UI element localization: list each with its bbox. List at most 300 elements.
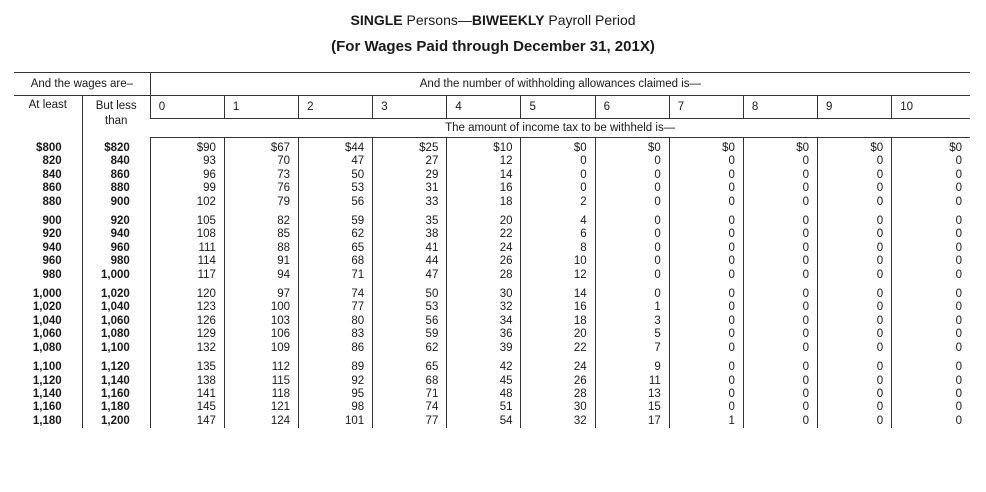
tax-amount-cell: 0 [743, 255, 817, 268]
tax-amount-cell: $0 [521, 138, 595, 156]
but-less-cell: 900 [82, 196, 150, 209]
tax-amount-cell: 138 [150, 375, 224, 388]
wages-header: And the wages are– [14, 73, 150, 96]
tax-amount-cell: 0 [595, 155, 669, 168]
tax-amount-cell: 102 [150, 196, 224, 209]
tax-amount-cell: 111 [150, 242, 224, 255]
at-least-header: At least [28, 99, 67, 111]
tax-amount-cell: 2 [521, 196, 595, 209]
at-least-cell: 1,060 [32, 328, 62, 341]
tax-amount-cell: 0 [818, 182, 892, 195]
tax-amount-cell: 24 [521, 355, 595, 374]
tax-amount-cell: 0 [669, 342, 743, 355]
tax-amount-cell: 0 [669, 255, 743, 268]
tax-amount-cell: 85 [224, 228, 298, 241]
tax-amount-cell: 16 [447, 182, 521, 195]
tax-amount-cell: 74 [373, 401, 447, 414]
tax-amount-cell: 98 [299, 401, 373, 414]
tax-amount-cell: 1 [669, 415, 743, 428]
tax-amount-cell: 41 [373, 242, 447, 255]
tax-amount-cell: 0 [595, 228, 669, 241]
table-row [14, 242, 970, 255]
allowance-column-header: 4 [447, 96, 521, 119]
tax-amount-cell: 0 [892, 182, 970, 195]
table-row [14, 301, 970, 314]
tax-amount-cell: 6 [521, 228, 595, 241]
tax-amount-cell: 0 [818, 209, 892, 228]
tax-amount-cell: 0 [892, 269, 970, 282]
tax-amount-cell: 79 [224, 196, 298, 209]
tax-amount-cell: 77 [299, 301, 373, 314]
tax-amount-cell: 0 [743, 342, 817, 355]
tax-amount-cell: 12 [447, 155, 521, 168]
tax-amount-cell: 14 [521, 282, 595, 301]
but-less-cell: 1,080 [82, 328, 150, 341]
at-least-cell: 1,160 [32, 401, 62, 414]
tax-amount-cell: 123 [150, 301, 224, 314]
table-row [14, 375, 970, 388]
tax-amount-cell: 5 [595, 328, 669, 341]
tax-amount-cell: 0 [818, 155, 892, 168]
tax-amount-cell: 65 [373, 355, 447, 374]
table-row [14, 401, 970, 414]
tax-amount-cell: 1 [595, 301, 669, 314]
at-least-cell: 920 [42, 228, 62, 241]
tax-amount-cell: 28 [521, 388, 595, 401]
tax-amount-cell: $0 [743, 138, 817, 156]
tax-amount-cell: $67 [224, 138, 298, 156]
tax-amount-cell: 56 [299, 196, 373, 209]
tax-amount-cell: 126 [150, 315, 224, 328]
tax-amount-cell: 0 [818, 355, 892, 374]
tax-amount-cell: 0 [743, 301, 817, 314]
allowance-column-header: 2 [299, 96, 373, 119]
tax-amount-cell: 53 [299, 182, 373, 195]
tax-amount-cell: 24 [447, 242, 521, 255]
tax-amount-cell: 0 [669, 301, 743, 314]
tax-amount-cell: 71 [299, 269, 373, 282]
tax-amount-cell: 0 [743, 155, 817, 168]
tax-amount-cell: 103 [224, 315, 298, 328]
tax-amount-cell: 0 [669, 182, 743, 195]
table-row [14, 342, 970, 355]
table-row [14, 196, 970, 209]
tax-amount-cell: 0 [743, 315, 817, 328]
tax-amount-cell: 135 [150, 355, 224, 374]
but-less-cell: 860 [82, 169, 150, 182]
tax-amount-cell: 0 [818, 342, 892, 355]
but-less-cell: 1,040 [82, 301, 150, 314]
tax-amount-cell: 16 [521, 301, 595, 314]
tax-amount-cell: 0 [818, 301, 892, 314]
at-least-cell: 980 [42, 268, 62, 281]
tax-amount-cell: 80 [299, 315, 373, 328]
at-least-cell: 1,080 [32, 341, 62, 354]
table-title: SINGLE Persons—BIWEEKLY Payroll Period [350, 12, 636, 28]
at-least-cell: 1,020 [32, 301, 62, 314]
table-row [14, 315, 970, 328]
tax-amount-cell: 117 [150, 269, 224, 282]
tax-amount-cell: 0 [892, 328, 970, 341]
tax-amount-cell: 0 [892, 415, 970, 428]
tax-amount-cell: $25 [373, 138, 447, 156]
tax-amount-cell: 0 [818, 169, 892, 182]
tax-amount-cell: 8 [521, 242, 595, 255]
at-least-cell: 1,140 [32, 387, 62, 400]
table-row [14, 328, 970, 341]
tax-amount-cell: 0 [669, 282, 743, 301]
tax-amount-cell: 0 [669, 375, 743, 388]
tax-amount-cell: 38 [373, 228, 447, 241]
tax-amount-cell: 0 [669, 388, 743, 401]
tax-amount-cell: 141 [150, 388, 224, 401]
allowance-column-header: 6 [595, 96, 669, 119]
tax-amount-cell: 0 [743, 415, 817, 428]
tax-amount-cell: 147 [150, 415, 224, 428]
tax-amount-cell: 14 [447, 169, 521, 182]
at-least-cell: 860 [42, 182, 62, 195]
table-row [14, 355, 970, 374]
tax-amount-cell: 26 [521, 375, 595, 388]
tax-amount-cell: 114 [150, 255, 224, 268]
tax-amount-cell: 0 [892, 255, 970, 268]
tax-amount-cell: 0 [818, 282, 892, 301]
tax-amount-cell: 0 [743, 375, 817, 388]
table-row [14, 209, 970, 228]
tax-amount-cell: 30 [447, 282, 521, 301]
tax-amount-cell: 22 [521, 342, 595, 355]
tax-amount-cell: 0 [818, 328, 892, 341]
tax-amount-cell: 91 [224, 255, 298, 268]
tax-amount-cell: 101 [299, 415, 373, 428]
tax-amount-cell: 0 [892, 401, 970, 414]
tax-amount-cell: 0 [669, 169, 743, 182]
tax-amount-cell: 0 [892, 282, 970, 301]
but-less-cell: 1,180 [82, 401, 150, 414]
tax-amount-cell: 0 [743, 355, 817, 374]
tax-amount-cell: 26 [447, 255, 521, 268]
table-row [14, 182, 970, 195]
tax-amount-cell: $10 [447, 138, 521, 156]
tax-amount-cell: 86 [299, 342, 373, 355]
tax-amount-cell: 0 [818, 401, 892, 414]
tax-amount-cell: 108 [150, 228, 224, 241]
tax-amount-cell: 22 [447, 228, 521, 241]
tax-amount-cell: 0 [743, 269, 817, 282]
tax-amount-cell: 29 [373, 169, 447, 182]
tax-amount-cell: 0 [892, 196, 970, 209]
but-less-cell: 940 [82, 228, 150, 241]
tax-amount-cell: 39 [447, 342, 521, 355]
tax-amount-cell: 59 [373, 328, 447, 341]
tax-amount-cell: 76 [224, 182, 298, 195]
tax-amount-cell: 0 [595, 255, 669, 268]
tax-amount-cell: 4 [521, 209, 595, 228]
but-less-cell: 840 [82, 155, 150, 168]
but-less-header: But less than [82, 96, 150, 138]
tax-amount-cell: 97 [224, 282, 298, 301]
table-row [14, 228, 970, 241]
tax-amount-cell: 77 [373, 415, 447, 428]
allowance-column-header: 9 [818, 96, 892, 119]
allowance-column-header: 1 [224, 96, 298, 119]
tax-amount-cell: 62 [299, 228, 373, 241]
at-least-cell: $800 [36, 141, 62, 154]
tax-amount-cell: 0 [818, 269, 892, 282]
tax-amount-cell: 0 [669, 315, 743, 328]
tax-amount-cell: 0 [892, 155, 970, 168]
tax-amount-cell: 0 [743, 242, 817, 255]
tax-amount-cell: 18 [447, 196, 521, 209]
tax-amount-cell: 0 [595, 209, 669, 228]
tax-amount-cell: 27 [373, 155, 447, 168]
tax-amount-cell: 0 [818, 315, 892, 328]
tax-amount-cell: 71 [373, 388, 447, 401]
tax-amount-cell: 94 [224, 269, 298, 282]
but-less-cell: 1,120 [82, 355, 150, 374]
tax-amount-cell: 106 [224, 328, 298, 341]
tax-amount-cell: 124 [224, 415, 298, 428]
tax-amount-cell: 31 [373, 182, 447, 195]
tax-amount-cell: 0 [669, 209, 743, 228]
tax-amount-cell: 121 [224, 401, 298, 414]
tax-amount-cell: 109 [224, 342, 298, 355]
tax-amount-cell: 0 [892, 342, 970, 355]
tax-amount-cell: 0 [669, 401, 743, 414]
tax-amount-cell: 0 [669, 155, 743, 168]
tax-amount-cell: 0 [595, 282, 669, 301]
tax-amount-cell: 74 [299, 282, 373, 301]
tax-amount-cell: 0 [818, 228, 892, 241]
tax-amount-cell: 17 [595, 415, 669, 428]
at-least-cell: 840 [42, 168, 62, 181]
tax-amount-cell: 11 [595, 375, 669, 388]
tax-amount-cell: 145 [150, 401, 224, 414]
tax-amount-cell: 0 [595, 269, 669, 282]
tax-amount-cell: 20 [521, 328, 595, 341]
tax-amount-cell: 15 [595, 401, 669, 414]
tax-amount-cell: 12 [521, 269, 595, 282]
at-least-cell: 1,100 [32, 361, 62, 374]
tax-amount-cell: 99 [150, 182, 224, 195]
tax-amount-cell: 0 [743, 388, 817, 401]
at-least-cell: 1,000 [32, 288, 62, 301]
tax-amount-cell: 47 [373, 269, 447, 282]
tax-amount-cell: 118 [224, 388, 298, 401]
tax-amount-cell: 0 [892, 355, 970, 374]
but-less-cell: 880 [82, 182, 150, 195]
tax-amount-cell: 34 [447, 315, 521, 328]
tax-amount-cell: 13 [595, 388, 669, 401]
allowance-column-header: 3 [373, 96, 447, 119]
tax-amount-cell: 0 [818, 255, 892, 268]
tax-amount-cell: 83 [299, 328, 373, 341]
but-less-cell: 1,140 [82, 375, 150, 388]
tax-amount-cell: 0 [521, 169, 595, 182]
tax-amount-cell: 0 [892, 169, 970, 182]
at-least-cell: 1,040 [32, 314, 62, 327]
tax-amount-cell: 0 [669, 355, 743, 374]
tax-amount-cell: 96 [150, 169, 224, 182]
tax-amount-cell: 0 [892, 242, 970, 255]
tax-amount-cell: 28 [447, 269, 521, 282]
tax-amount-cell: 0 [669, 242, 743, 255]
tax-amount-cell: 0 [595, 169, 669, 182]
tax-amount-cell: 0 [892, 228, 970, 241]
tax-amount-cell: $0 [892, 138, 970, 156]
tax-amount-cell: 0 [669, 228, 743, 241]
but-less-cell: 1,020 [82, 282, 150, 301]
table-row [14, 282, 970, 301]
allowances-header: And the number of withholding allowances claimed is— [150, 73, 970, 96]
tax-amount-cell: 70 [224, 155, 298, 168]
allowance-column-header: 8 [743, 96, 817, 119]
allowance-column-header: 10 [892, 96, 970, 119]
at-least-cell: 880 [42, 195, 62, 208]
tax-amount-cell: 65 [299, 242, 373, 255]
tax-amount-cell: 89 [299, 355, 373, 374]
tax-amount-cell: 0 [669, 269, 743, 282]
tax-amount-cell: 10 [521, 255, 595, 268]
tax-amount-cell: 0 [892, 388, 970, 401]
tax-amount-cell: 112 [224, 355, 298, 374]
tax-amount-cell: 0 [743, 328, 817, 341]
allowance-column-header: 0 [150, 96, 224, 119]
tax-amount-cell: 0 [669, 328, 743, 341]
but-less-cell: 1,000 [82, 269, 150, 282]
tax-amount-cell: 129 [150, 328, 224, 341]
tax-amount-cell: 0 [743, 282, 817, 301]
tax-amount-cell: $0 [818, 138, 892, 156]
tax-amount-cell: 0 [521, 182, 595, 195]
tax-amount-cell: 0 [818, 375, 892, 388]
allowance-column-header: 7 [669, 96, 743, 119]
tax-amount-cell: 36 [447, 328, 521, 341]
withholding-table [14, 72, 970, 428]
but-less-cell: 920 [82, 209, 150, 228]
tax-amount-cell: 32 [447, 301, 521, 314]
tax-amount-cell: 0 [818, 242, 892, 255]
tax-amount-cell: 54 [447, 415, 521, 428]
tax-amount-cell: 51 [447, 401, 521, 414]
tax-amount-cell: 132 [150, 342, 224, 355]
tax-amount-cell: 95 [299, 388, 373, 401]
tax-amount-cell: 0 [595, 196, 669, 209]
tax-amount-cell: 68 [299, 255, 373, 268]
tax-amount-cell: 35 [373, 209, 447, 228]
table-row [14, 155, 970, 168]
tax-amount-cell: 0 [595, 182, 669, 195]
tax-amount-cell: 56 [373, 315, 447, 328]
at-least-cell: 1,120 [32, 374, 62, 387]
tax-amount-cell: 120 [150, 282, 224, 301]
tax-amount-cell: 0 [818, 196, 892, 209]
tax-amount-cell: 68 [373, 375, 447, 388]
tax-amount-cell: 0 [892, 301, 970, 314]
tax-amount-cell: 0 [743, 196, 817, 209]
tax-amount-cell: 0 [743, 169, 817, 182]
tax-amount-cell: $90 [150, 138, 224, 156]
tax-amount-cell: 73 [224, 169, 298, 182]
tax-amount-cell: 0 [669, 196, 743, 209]
tax-amount-cell: 100 [224, 301, 298, 314]
tax-amount-cell: 105 [150, 209, 224, 228]
tax-amount-cell: 0 [743, 209, 817, 228]
tax-amount-cell: 0 [743, 228, 817, 241]
at-least-cell: 1,180 [32, 414, 62, 427]
tax-amount-cell: $44 [299, 138, 373, 156]
tax-amount-cell: 93 [150, 155, 224, 168]
tax-amount-cell: 48 [447, 388, 521, 401]
amount-header: The amount of income tax to be withheld is— [150, 119, 970, 138]
tax-amount-cell: 47 [299, 155, 373, 168]
but-less-cell: 960 [82, 242, 150, 255]
tax-amount-cell: 44 [373, 255, 447, 268]
but-less-cell: 1,100 [82, 342, 150, 355]
tax-amount-cell: 62 [373, 342, 447, 355]
table-row [14, 269, 970, 282]
allowance-column-header: 5 [521, 96, 595, 119]
tax-amount-cell: 7 [595, 342, 669, 355]
tax-amount-cell: 50 [299, 169, 373, 182]
tax-amount-cell: 20 [447, 209, 521, 228]
but-less-cell: 1,160 [82, 388, 150, 401]
but-less-cell: 1,200 [82, 415, 150, 428]
table-subtitle: (For Wages Paid through December 31, 201X) [331, 38, 655, 55]
tax-amount-cell: 0 [743, 182, 817, 195]
table-row [14, 138, 970, 156]
tax-amount-cell: 50 [373, 282, 447, 301]
at-least-cell: 900 [42, 215, 62, 228]
tax-amount-cell: 0 [892, 375, 970, 388]
tax-amount-cell: 0 [892, 315, 970, 328]
tax-amount-cell: 82 [224, 209, 298, 228]
tax-amount-cell: 0 [521, 155, 595, 168]
tax-amount-cell: 0 [595, 242, 669, 255]
but-less-cell: $820 [82, 138, 150, 156]
at-least-cell: 820 [42, 155, 62, 168]
tax-amount-cell: 33 [373, 196, 447, 209]
at-least-cell: 960 [42, 255, 62, 268]
but-less-cell: 980 [82, 255, 150, 268]
tax-amount-cell: 53 [373, 301, 447, 314]
tax-amount-cell: $0 [595, 138, 669, 156]
tax-amount-cell: 59 [299, 209, 373, 228]
tax-amount-cell: 88 [224, 242, 298, 255]
table-row [14, 169, 970, 182]
table-body [14, 138, 970, 429]
table-row [14, 388, 970, 401]
tax-amount-cell: 18 [521, 315, 595, 328]
tax-amount-cell: 30 [521, 401, 595, 414]
tax-amount-cell: 92 [299, 375, 373, 388]
table-row [14, 415, 970, 428]
tax-amount-cell: 32 [521, 415, 595, 428]
tax-amount-cell: $0 [669, 138, 743, 156]
at-least-cell: 940 [42, 241, 62, 254]
tax-amount-cell: 9 [595, 355, 669, 374]
but-less-cell: 1,060 [82, 315, 150, 328]
tax-amount-cell: 45 [447, 375, 521, 388]
tax-amount-cell: 0 [818, 388, 892, 401]
tax-amount-cell: 0 [818, 415, 892, 428]
tax-amount-cell: 42 [447, 355, 521, 374]
tax-amount-cell: 0 [743, 401, 817, 414]
tax-amount-cell: 115 [224, 375, 298, 388]
tax-amount-cell: 0 [892, 209, 970, 228]
table-row [14, 255, 970, 268]
tax-amount-cell: 3 [595, 315, 669, 328]
